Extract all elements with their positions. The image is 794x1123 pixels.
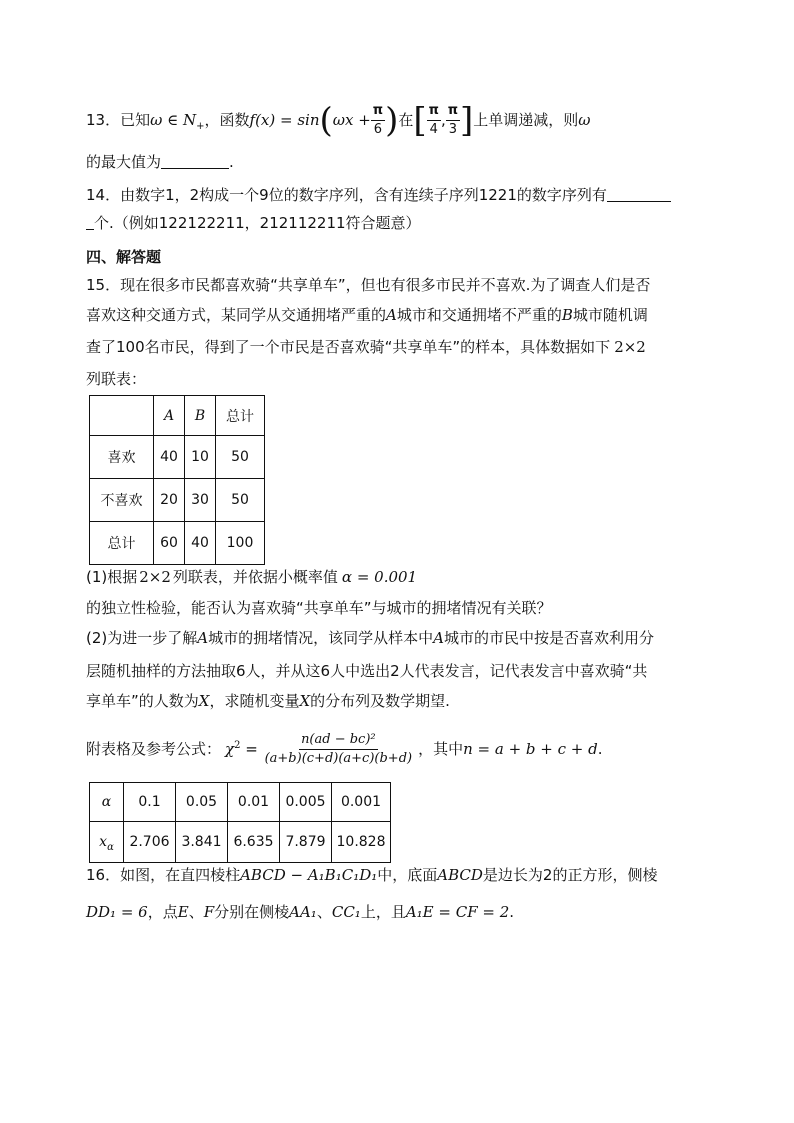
q15-line3: 查了100名市民，得到了一个市民是否喜欢骑“共享单车”的样本，具体数据如下 2×2 xyxy=(86,338,646,356)
header-cell: A xyxy=(154,396,185,436)
table-row xyxy=(90,479,265,522)
x-alpha-row xyxy=(90,822,391,863)
q13-answer-blank[interactable] xyxy=(161,152,229,169)
q14-answer-blank-cont xyxy=(86,213,94,230)
formula-intro: 附表格及参考公式： xyxy=(86,740,222,758)
q13-text-2: ，函数 xyxy=(204,111,250,129)
contingency-table xyxy=(89,395,265,565)
chi-square-symbol: $\chi^2$ xyxy=(225,740,241,758)
q14-line1 xyxy=(86,184,671,206)
q15-part1-2x2: 2×2 xyxy=(139,568,171,586)
q14-line2 xyxy=(86,212,421,234)
table-cell: 30 xyxy=(185,479,216,522)
x-cell: 7.879 xyxy=(280,822,332,863)
q13-text-3: 在 xyxy=(398,111,414,129)
q15-part2-line1: (2)为进一步了解A城市的拥堵情况，该同学从样本中A城市的市民中按是否喜欢利用分 xyxy=(86,629,654,647)
table-cell: 100 xyxy=(216,522,265,565)
alpha-cell: 0.05 xyxy=(176,783,228,822)
q13-line1: 13．已知ω ∈ $N_+$，函数f(x) = sin(ωx + $\frac{\pi}{6}$ )在[ $\frac{\pi}{4}$ , $\frac{\pi}{3}$ ]上单调递减，则ω xyxy=(86,100,591,141)
q13-paren-open: ( xyxy=(319,100,333,141)
q15-part1-line1: (1)根据 2×2 列联表，并依据小概率值 α = 0.001 xyxy=(86,568,418,586)
q13-math-arg: ωx + xyxy=(332,111,371,129)
q15-part2-line2: 层随机抽样的方法抽取6人，并从这6人中选出2人代表发言，记代表发言中喜欢骑“共 xyxy=(86,662,648,680)
alpha-cell: 0.1 xyxy=(124,783,176,822)
q16-dd1: DD₁ = 6 xyxy=(86,903,148,921)
x-cell: 3.841 xyxy=(176,822,228,863)
q15-part2-line3: 享单车”的人数为X，求随机变量X的分布列及数学期望. xyxy=(86,692,450,710)
contingency-header-row xyxy=(90,396,265,436)
q15-line1: 15．现在很多市民都喜欢骑“共享单车”，但也有很多市民并不喜欢.为了调查人们是否 xyxy=(86,276,651,294)
q13-text-6: . xyxy=(229,153,234,171)
q13-bracket-close: ] xyxy=(460,100,474,141)
table-cell: 40 xyxy=(185,522,216,565)
chi-square-fraction: $\frac{\text{n(ad − bc)²}}{(a+b)(c+d)(a+c)(b+d)}$ xyxy=(264,732,413,766)
critical-value-table xyxy=(89,782,391,863)
q16-condition: A₁E = CF = 2 xyxy=(405,903,510,921)
header-cell: 总计 xyxy=(216,396,265,436)
row-label: 总计 xyxy=(90,522,154,565)
alpha-label: α xyxy=(90,783,124,822)
row-label: 不喜欢 xyxy=(90,479,154,522)
x-cell: 10.828 xyxy=(332,822,391,863)
table-cell: 60 xyxy=(154,522,185,565)
q16-line1: 16．如图，在直四棱柱ABCD − A₁B₁C₁D₁中，底面ABCD是边长为2的正方形，侧棱 xyxy=(86,866,658,884)
n-definition: n = a + b + c + d xyxy=(463,740,598,758)
row-label: 喜欢 xyxy=(90,436,154,479)
q13-text-1: 已知 xyxy=(120,111,151,129)
alpha-cell: 0.01 xyxy=(228,783,280,822)
alpha-cell: 0.001 xyxy=(332,783,391,822)
q13-paren-close: ) xyxy=(385,100,399,141)
table-row xyxy=(90,436,265,479)
q13-math-omega: ω xyxy=(578,111,591,129)
q14-answer-blank[interactable] xyxy=(607,185,671,202)
q13-number: 13． xyxy=(86,111,121,129)
alpha-row xyxy=(90,783,391,822)
q16-line2: DD₁ = 6，点E、F分别在侧棱AA₁、CC₁上，且A₁E = CF = 2. xyxy=(86,903,515,921)
table-cell: 50 xyxy=(216,436,265,479)
q13-text-5: 的最大值为 xyxy=(86,153,162,171)
q15-city-a: A xyxy=(386,306,397,324)
q15-part1-line2: 的独立性检验，能否认为喜欢骑“共享单车”与城市的拥堵情况有关联？ xyxy=(86,599,552,617)
q15-2x2: 2×2 xyxy=(614,338,646,356)
q13-frac-pi-3: $\frac{\pi}{3}$ xyxy=(447,103,459,137)
q13-math-omega-set: ω ∈ $N_+$ xyxy=(150,111,205,132)
section-title: 四、解答题 xyxy=(86,248,162,266)
q15-formula-line: 附表格及参考公式： $\chi^2$ = $\frac{\text{n(ad − bc)²}}{(a+b)(c+d)(a+c)(b+d)}$ ，其中n = a + b + c + d. xyxy=(86,732,603,766)
q13-frac-pi-6: $\frac{\pi}{6}$ xyxy=(372,103,384,137)
table-cell: 50 xyxy=(216,479,265,522)
q13-math-function: f(x) = sin xyxy=(249,111,320,129)
x-cell: 2.706 xyxy=(124,822,176,863)
header-cell: B xyxy=(185,396,216,436)
q13-line2 xyxy=(86,151,234,173)
q13-bracket-open: [ xyxy=(413,100,427,141)
alpha-cell: 0.005 xyxy=(280,783,332,822)
table-cell: 40 xyxy=(154,436,185,479)
q13-frac-pi-4: $\frac{\pi}{4}$ xyxy=(428,103,439,137)
q15-alpha-value: α = 0.001 xyxy=(341,568,418,586)
q13-text-4: 上单调递减，则 xyxy=(473,111,579,129)
q14-text-2: 个.（例如122122211，212112211符合题意） xyxy=(94,214,421,232)
table-cell: 20 xyxy=(154,479,185,522)
q14-text-1: 14．由数字1，2构成一个9位的数字序列，含有连续子序列1221的数字序列有 xyxy=(86,186,607,204)
table-cell: 10 xyxy=(185,436,216,479)
header-cell xyxy=(90,396,154,436)
q15-line4: 列联表： xyxy=(86,370,147,388)
q16-prism-name: ABCD − A₁B₁C₁D₁ xyxy=(240,866,378,884)
x-cell: 6.635 xyxy=(228,822,280,863)
table-row xyxy=(90,522,265,565)
q15-city-b: B xyxy=(561,306,573,324)
x-alpha-label: $x_\alpha$ xyxy=(90,822,124,863)
q15-line2: 喜欢这种交通方式，某同学从交通拥堵严重的A城市和交通拥堵不严重的B城市随机调 xyxy=(86,306,648,324)
